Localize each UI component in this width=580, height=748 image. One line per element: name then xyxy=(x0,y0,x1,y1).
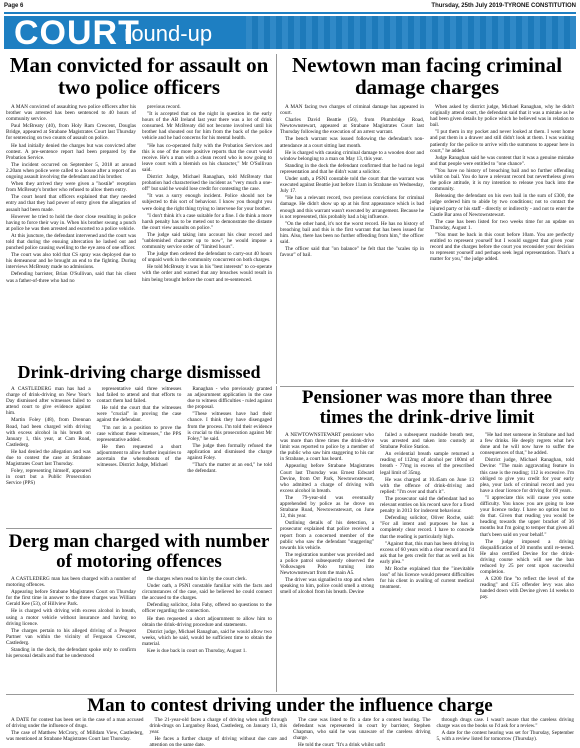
paragraph: The prosecutor said the defendant had no relevant entries on his record save for a fixed penalty in 2013 for indecent behaviour. xyxy=(380,495,474,515)
paragraph: Appearing before Strabane Magistrates Court last Thursday was Ernest Edward Devine, from Orr Park, Newtownstewart, who admitted a charge of driving with excess alcohol in breath. xyxy=(280,463,374,494)
banner-pattern xyxy=(246,16,576,49)
article-charge-dismissed xyxy=(6,362,272,527)
paragraph: He was charged at 10.45am on June 13 with the offence of drink-driving and replied: "I'm over and that's it". xyxy=(380,476,474,495)
page-number: Page 6 xyxy=(4,3,24,9)
article-criminal-damage xyxy=(280,54,574,384)
paragraph: "Against that, this man has been driving in excess of 60 years with a clear record and I'd ask that he gets credit for that as well as his early plea." xyxy=(380,540,474,565)
paragraph: The court heard that officers explained that they needed entry and that they had power of entry given the allegation of assault had been made. xyxy=(6,194,136,213)
paragraph: The 21-year-old faces a charge of driving when unfit through drink-drugs on Lurganboy Road, Castlederg, on January 13, this year. xyxy=(149,717,287,736)
article-body xyxy=(6,717,574,748)
paragraph: Standing in the dock the defendant confirmed that he had no legal representation and that he didn't want a solicitor. xyxy=(280,162,424,175)
paragraph: "He had met someone in Strabane and had a few drinks. He deeply regrets what he's done and he will now have to suffer the consequences of that," he added. xyxy=(480,432,574,457)
paragraph: The court was also told that CS spray was deployed due to his demeanour and he brought an end to the fighting. During interviews McBreaty made no admissions. xyxy=(6,252,136,271)
headline: Pensioner was more than three times the drink-drive limit xyxy=(301,387,553,428)
section-subtitle: round-up xyxy=(124,21,213,46)
paragraph: When they arrived they were given a "hostile" reception from McBreaty's brother who refused to allow them entry. xyxy=(6,181,136,194)
paragraph: Under oath, a PSNI constable told the court that the warrant was executed against Beattie just before 11am in Strabane on Wednesday, July 17. xyxy=(280,176,424,195)
paragraph: Defending barrister, Brian O'Sullivan, said that his client was a father-of-three who had no xyxy=(6,271,136,284)
headline: Man convicted for assault on two police officers xyxy=(9,53,269,99)
paragraph: the charges when read to him by the court clerk. xyxy=(147,576,247,582)
article-body xyxy=(6,576,272,690)
paragraph: He had initially denied the charges but was convicted after contest. A pre-sentence report had been prepared by the Probation Service. xyxy=(6,142,136,161)
paragraph: He told the court: "It's a drink whilst unfit xyxy=(298,742,385,748)
paragraph: He then requested a short adjournment to allow further inquiries to ascertain the whereabouts of the witnesses. District Judge, Michael xyxy=(96,443,182,469)
article-column xyxy=(149,717,288,748)
paragraph: A DATE for contest has been set in the case of a man accused of driving under the influence of drugs. xyxy=(6,717,144,730)
paragraph: The judge then formally refused the application and dismissed the charge against Foley. xyxy=(187,442,273,462)
paragraph: The case has been listed for two weeks time for an update on Thursday, August 1. xyxy=(430,218,574,231)
paragraph: A MAN facing two charges of criminal damage has appeared in court. xyxy=(280,104,424,117)
paragraph: A CASTLEDERG man has been charged with a number of motoring offences. xyxy=(6,576,136,589)
paragraph: The case of Matthew McCrory, of Milldam View, Castlederg, was mentioned at Strabane Magistrates Court last Thursday. xyxy=(6,730,144,743)
paragraph: previous record. xyxy=(147,104,181,110)
paragraph: "On the other hand, it's not the worst record. He has no history of breaching bail and this is the first warrant that has been issued for him. Also, there has been no further offending from him," the officer said. xyxy=(280,220,424,245)
paragraph: "You must be back in this court before 10am. You are perfectly entitled to represent yourself but I would suggest that given your record and the charges before the court you reconsider your decision to represent yourself and perhaps seek legal representation. That's a matter for you," the judge added. xyxy=(430,231,574,263)
article-pensioner xyxy=(280,388,574,692)
paragraph: Defending solicitor, Oliver Roche, said: "For all intent and purposes he has a completely clear record. I have to concede that the reading is particularly high. xyxy=(380,515,474,540)
paragraph: Outlining details of his detection, a prosecutor explained that police received a report from a concerned member of the public who saw the defendant "staggering" towards his vehicle. xyxy=(280,520,374,551)
paragraph: Mr Roche explained that the "inevitable loss" of his licence would present difficulties for his client in availing of current medical treatment. xyxy=(380,565,474,591)
paragraph: He then requested a short adjournment to allow him to obtain the drink-driving procedure and statements. xyxy=(142,615,272,628)
paragraph: Defending solicitor, John Fahy, offered no questions to the officer regarding the connection. xyxy=(142,602,272,615)
paragraph: At this juncture, the defendant intervened and the court was told that during the ensuing altercation he lashed out and punched police causing swelling to the eye area of one officer. xyxy=(6,232,136,252)
column-divider xyxy=(276,386,277,692)
paragraph: The officer said that "on balance" he felt that the "scales tip in favour" of bail. xyxy=(280,246,424,259)
column-divider xyxy=(276,54,277,384)
paragraph: A NEWTOWNSTEWART pensioner who was more than three times the drink-drive limit was reported to police by a member of the public who saw him staggering to his car in Strabane, a court has heard. xyxy=(280,432,374,463)
paragraph: "It is accepted that on the night in question in the early hours of the AB Ireland last year there was a lot of drink consumed. Mr McBreaty did not become involved until his brother had shouted out for him from the back of the police vehicle and he had concerns for his mental health. xyxy=(142,111,272,142)
paragraph: He is charged with causing criminal damage to a wooden door and window belonging to a man on May 13, this year. xyxy=(280,149,424,162)
paragraph: District judge, Michael Ranaghan, told Devine: "The main aggravating feature in this case is the reading; 112 is excessive. I'm obliged to give you credit for your early plea, your lack of criminal record and you have a clear licence for driving for 60 years. xyxy=(480,457,574,494)
paragraph: failed a subsequent roadside breath test, was arrested and taken into custody at Strabane Police Station. xyxy=(380,432,474,451)
paragraph: The case was listed to fix a date for a contest hearing. The defendant was represented in court by barrister, Stephen Chapman, who said he was unaware of the careless driving charge. xyxy=(293,717,431,742)
article-column xyxy=(380,432,474,690)
article-body xyxy=(6,386,272,526)
paragraph: "These witnesses have had their chance. I think they have disengaged from the process. I'm told their evidence is crucial to this prosecution against Mr Foley," he said. xyxy=(187,411,273,442)
paragraph: He is charged with driving with excess alcohol in breath, using a motor vehicle without insurance and having no driving licence. xyxy=(6,608,136,627)
headline: Man to contest driving under the influence charge xyxy=(87,695,493,716)
paragraph: Under oath, a PSNI constable familiar with the facts and circumstances of the case, said he believed he could connect the accused to the charges. xyxy=(142,583,272,602)
article-contest-hearing xyxy=(6,695,574,748)
paragraph: A date for the contest hearing was set for Thursday, September 5, with a review listed for tomorrow (Thursday). xyxy=(436,730,574,743)
article-column xyxy=(187,386,272,526)
paragraph: Foley, representing himself, appeared in court but a Public Prosecution Service (PPS) xyxy=(6,468,91,487)
paragraph: Kee is due back in court on Thursday, August 1. xyxy=(147,648,247,655)
paragraph: He told the court that the witnesses were "crucial" in proving the case against the defendant. xyxy=(96,405,182,424)
paragraph: He told McBreaty it was in his "best interests" to co-operate with the order and warned that any breaches would result in him being brought before the court and re-sentenced. xyxy=(142,264,272,283)
paragraph: Martin Foley (48), from Drennan Road, had been charged with driving with excess alcohol in his breath on January 1, this year, at Cam Road, Castlederg. xyxy=(6,417,91,448)
page-header-line xyxy=(4,0,576,12)
article-column xyxy=(480,432,574,690)
paragraph: The judge imposed a driving disqualification of 20 months until re-tested. He also certified Devine for the drink-driving course which will see the ban reduced by 25 per cent upon successful completion. xyxy=(480,538,574,576)
paragraph: "I don't think it's a case suitable for a fine. I do think a more harsh penalty has to be meted out to demonstrate the distaste the court view assaults on police." xyxy=(142,212,272,231)
section-banner xyxy=(4,14,576,52)
paragraph: Appearing before Strabane Magistrates Court on Thursday for the first time in answer to the three charges was William Gerald Kee (53), of Hillview Park. xyxy=(6,589,136,608)
article-column xyxy=(6,104,136,360)
paragraph: representative said three witnesses had failed to attend and that efforts to contact them had failed. xyxy=(96,386,182,405)
article-body xyxy=(6,104,272,360)
paragraph: The 79-year-old was eventually apprehended by police as he drove on Strabane Road, Newtownstewart, on June 12, this year. xyxy=(280,494,374,520)
article-assault xyxy=(6,54,272,360)
headline: Newtown man facing criminal damage charges xyxy=(291,53,563,99)
paragraph: He had denied the allegation and was due to contest the case at Strabane Magistrates Court last Thursday. xyxy=(6,448,91,468)
article-motoring-offences xyxy=(6,532,272,692)
section-title: COURT xyxy=(14,14,140,52)
paragraph: Judge Ranaghan said he was content that it was a genuine mistake and that people were entitled to "one chance". xyxy=(430,154,574,167)
dateline: Thursday, 25th July 2019-TYRONE CONSTITUTION xyxy=(431,3,576,9)
headline: Drink-driving charge dismissed xyxy=(17,362,261,382)
paragraph: The bench warrant was issued following the defendant's non-attendance at a court sitting last month. xyxy=(280,136,424,149)
article-column xyxy=(280,104,424,384)
paragraph: However he tried to hold the door close resulting in police having to force their way in. When his brother swung a punch at police he was then arrested and escorted to a police vehicle. xyxy=(6,213,136,232)
paragraph: The registration number was provided and a police patrol subsequently observed the Volkswagen Polo turning into Newtownstewart from the main A5. xyxy=(280,551,374,577)
paragraph: "He has co-operated fully with the Probation Services and this is one of the more positive reports that the court would receive. He's a man with a clean record who is now going to leave court with a blemish on his character," Mr O'Sullivan said. xyxy=(142,142,272,173)
paragraph: The judge then ordered the defendant to carry-out 40 hours of unpaid work in the community concurrent on both charges. xyxy=(142,251,272,264)
paragraph: Ranaghan - who previously granted an adjournment application in the case due to witness difficulties - ruled against the proposal. xyxy=(187,386,273,411)
paragraph: "I put them in my pocket and never looked at them. I went home and put them in a drawer and still didn't look at them. I was waiting patiently for the police to arrive with the summons to appear here in court," he added. xyxy=(430,129,574,154)
article-column xyxy=(6,386,91,526)
paragraph: District Judge, Michael Ranaghan, told McBreaty that probation had characterised the incident as "very much a one-off" but said he would lose credit for contesting the case. xyxy=(142,174,272,193)
paragraph: "That's the matter at an end," he told the defendant. xyxy=(187,462,273,475)
paragraph: Standing in the dock, the defendant spoke only to confirm his personal details and that he understood xyxy=(6,647,136,660)
paragraph: The driver was signalled to stop and when speaking to him, police could smell a strong smell of alcohol from his breath. Devine xyxy=(280,577,374,596)
paragraph: "He has a relevant record, two previous convictions for criminal damage. He didn't show up up at his first appearance which is bad enough and this warrant wasn't executed by arrangement. Because he is not represented, this probably had a big influence. xyxy=(280,195,424,220)
paragraph: District judge, Michael Ranaghan, said he would allow two weeks, which he said, would be sufficient time to obtain the material. xyxy=(142,628,272,647)
article-column xyxy=(430,104,574,384)
paragraph: A £200 fine "to reflect the level of the reading" and £15 offender levy was also handed down with Devine given 14 weeks to pay. xyxy=(480,576,574,601)
paragraph: The incident occurred on September 5, 2018 at around 2.20am when police were called to a house after a report of an ongoing assault involving the defendant and his brother. xyxy=(6,161,136,181)
paragraph: Releasing the defendant on his own bail in the sum of £300, the judge ordered him to abide by two conditions; not to contact the injured party or his staff - directly or indirectly - and not to enter the Castle Bar area of Newtownstewart. xyxy=(430,193,574,218)
paragraph: The charges pertain to his alleged driving of a Peugeot Partner van within the vicinity of Ferguson Crescent, Castlederg. xyxy=(6,627,136,646)
article-column xyxy=(436,717,575,743)
article-body xyxy=(280,432,574,690)
paragraph: A MAN convicted of assaulting two police officers after his brother was arrested has been sentenced to 40 hours of community service. xyxy=(6,104,136,123)
article-body xyxy=(280,104,574,384)
article-column xyxy=(142,104,272,360)
paragraph: "You have no history of breaching bail and no further offending whilst on bail. You do have a relevant record but nevertheless given the police attitude, it is my intention to release you back into the community. xyxy=(430,167,574,193)
paragraph: He faces a further charge of driving without due care and attention on the same date. xyxy=(149,736,287,748)
paragraph: When asked by district judge, Michael Ranaghan, why he didn't originally attend court, the defendant said that it was a mistake as he had been given details by police which he believed was in relation to bail. xyxy=(430,104,574,129)
paragraph: "I appreciate this will cause you some difficulty. You know you are going to lose your licence today. I have no option but to do that. Given that reading you would be heading towards the upper bracket of 36 months but I'm going to temper that given all that's been said on your behalf." xyxy=(480,494,574,538)
paragraph: "I'm not in a position to prove the case without these witnesses," the PPS representative added. xyxy=(96,424,182,443)
section-divider xyxy=(6,528,272,529)
article-column xyxy=(6,717,144,743)
paragraph: A CASTLEDERG man has had a charge of drink-driving on New Year's Day dismissed after witnesses failed to attend court to give evidence against him. xyxy=(6,386,91,417)
paragraph: An evidential breath sample returned a reading of 112mg of alcohol per 100ml of breath - 77mg in excess of the prescribed legal limit of 35mg. xyxy=(380,451,474,476)
paragraph: through drugs case. I wasn't aware that the careless driving charge was on the books so I'd ask for a review." xyxy=(436,717,574,730)
paragraph: The judge said taking into account his clear record and "unblemished character up to now", he would impose a community service order of "limited hours". xyxy=(142,231,272,251)
paragraph: Charles David Beattie (56), from Plumbridge Road, Newtownstewart, appeared at Strabane Magistrates Court last Thursday following the execution of an arrest warrant. xyxy=(280,117,424,136)
article-column xyxy=(97,386,182,526)
article-column xyxy=(293,717,431,748)
paragraph: "It was a surry enough incident. Police should not be subjected to this sort of behaviour. I know you thought you were doing the right thing trying to intervene for your brother. xyxy=(142,193,272,212)
article-column xyxy=(142,576,272,690)
paragraph: Paul McBreaty (40), from Holy Ram Crescent, Douglas Bridge, appeared at Strabane Magistrates Court last Thursday for sentencing on two counts of assault on police. xyxy=(6,123,136,142)
headline: Derg man charged with number of motoring offences xyxy=(8,531,270,572)
article-column xyxy=(6,576,136,690)
article-column xyxy=(280,432,374,690)
